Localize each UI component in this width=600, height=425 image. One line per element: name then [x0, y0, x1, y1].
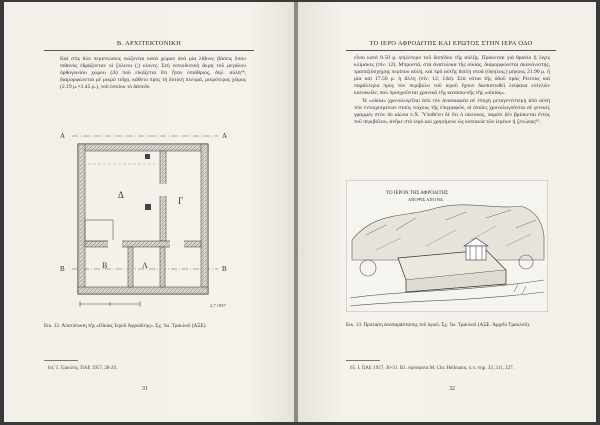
paragraph: εἶναι κατὰ 0.50 μ. ψηλότερο τοῦ δαπέδου τῆς αὐλῆς. Πρόκειται γιὰ θρανίο ἢ λίγες κλίμακες (πίν. 12). Μπροστά, στὰ ἀνατολικὰ τῆς οἰκίας, διαμορφώνεται ἀκανόνιστης, τραπεζιόσχημης περίπου αὐλή, καὶ πρὸ αὐτῆς διπλὴ στοά (ὕψηλος;) μήκους 21.90 μ. ἢ μία καὶ 17.50 μ. ἡ ἄλλη (πίν. 12, 14α). Στὰ νότια τῆς ὁδοῦ πρὸς Ρειτοὺς καὶ παράλληλα πρὸς τὸν περίβολο τοῦ ἱεροῦ ἔχουν διαπιστωθεῖ λείψανα εὐτελῶν κατοικιῶν, ποὺ προηγοῦνται χρονικὰ τῆς κατασκευῆς τῆς «οἰκίας». [354, 55, 550, 97]
reconstruction-sketch-figure [346, 180, 548, 312]
running-head: Β. ΑΡΧΙΤΕΚΤΟΝΙΚΗ [116, 40, 182, 47]
header-rule [346, 50, 556, 51]
scale-label: 2,7 1957 [210, 303, 226, 308]
header-rule [44, 50, 254, 51]
right-page [298, 2, 596, 422]
paragraph: Ἡ «οἰκία» χρονολογεῖται ἀπὸ τὸν ἀνασκαφέα σὲ ἐποχὴ μεταγενέστερη ἀπὸ αὐτὴ τῶν ἐντοιχισμένων στοὺς τοίχους τῆς ἐπιγραφῶν, οἱ ὁποῖες χρονολογοῦνται σὲ γενικὲς γραμμὲς στὸν 4ο αἰώνα π.Χ. Ὑποθέτει δὲ ὅτι ὁ οἰκίσκος, παρότι δὲν βρίσκεται ἐντὸς τοῦ περιβόλου, ἀνῆκε στὸ ἱερὸ καὶ χρησίμευε ὡς κατοικία τῶν ἱερέων ἢ ξενώνας⁶⁵. [354, 97, 550, 125]
room-label: Β [102, 261, 108, 270]
section-label: Α [222, 132, 228, 140]
floor-plan-figure [50, 124, 242, 319]
sketch-title: ΤΟ ΙΕΡΟΝ ΤΗΣ ΑΦΡΟΔΙΤΗΣ [386, 191, 449, 196]
reconstruction-sketch [346, 180, 548, 312]
section-label: Α [60, 132, 66, 140]
floor-plan-drawing [50, 124, 242, 319]
page-number: 32 [449, 386, 455, 392]
paragraph: Καὶ στὶς δύο περιπτώσεις σώζονται κατὰ χώραν ἀνὰ μία λίθινες βάσεις ὅπου πιθανὸς ἑδράζονταν οἱ ξύλινοι (;) κίονες. Στὴ νοτιοδυτικὴ ἄκρη τοῦ μεγάλου ὀρθογωνίου χώρου (Δ) ποὺ εἰκάζεται ὅτι ἦταν ὑπαίθριος, δηλ. αὐλή⁶⁴, διαμορφώνεται μὲ μικρὸ τοῖχο, κάθετο πρὸς τὴ δυτικὴ πλευρά, μικρότερος χῶρος (2.19 μ.×1.45 μ.), τοῦ ὁποίου τὸ δάπεδο [60, 56, 246, 91]
section-label: Β [222, 265, 227, 273]
left-page [4, 2, 294, 422]
room-label: Α [142, 261, 148, 270]
page-number: 31 [142, 386, 148, 392]
room-label: Δ [118, 190, 124, 200]
room-label: Γ [178, 196, 184, 206]
footnote: 64. Ἰ. Τραυλός, ΠΑΕ 1957, 28-29. [48, 366, 118, 371]
body-text [354, 55, 550, 126]
footnote-rule [346, 360, 380, 361]
figure-caption: Εικ. 13. Πρόταση ἀναπαράστασης τοῦ ἱεροῦ. Σχ. Ἰω. Τραυλοῦ (ΑΞΕ. Ἀρχεῖο Τραυλοῦ). [346, 322, 531, 328]
sketch-subtitle: ΑΠΟΨΙΣ ΑΠΟ ΒΔ [408, 197, 443, 202]
footnote-rule [44, 360, 78, 361]
figure-caption: Εικ. 12. Ἀποτύπωση τῆς «Οἰκίας Ἱεροῦ Ἀφροδίτης». Σχ. Ἰω. Τραυλοῦ (ΑΞΕ). [44, 323, 207, 329]
running-head: ΤΟ ΙΕΡΟ ΑΦΡΟΔΙΤΗΣ ΚΑΙ ΕΡΩΤΟΣ ΣΤΗΝ ΙΕΡΑ ΟΔΟ [369, 40, 533, 47]
body-text [60, 56, 246, 91]
footnote: 65. Ι. ΠΑΕ 1957, 30-31. Βλ. πρόσφατα Μ. Chr. Hellmann, ό.π. σημ. 33, 211, 227. [350, 366, 514, 371]
section-label: Β [60, 265, 65, 273]
